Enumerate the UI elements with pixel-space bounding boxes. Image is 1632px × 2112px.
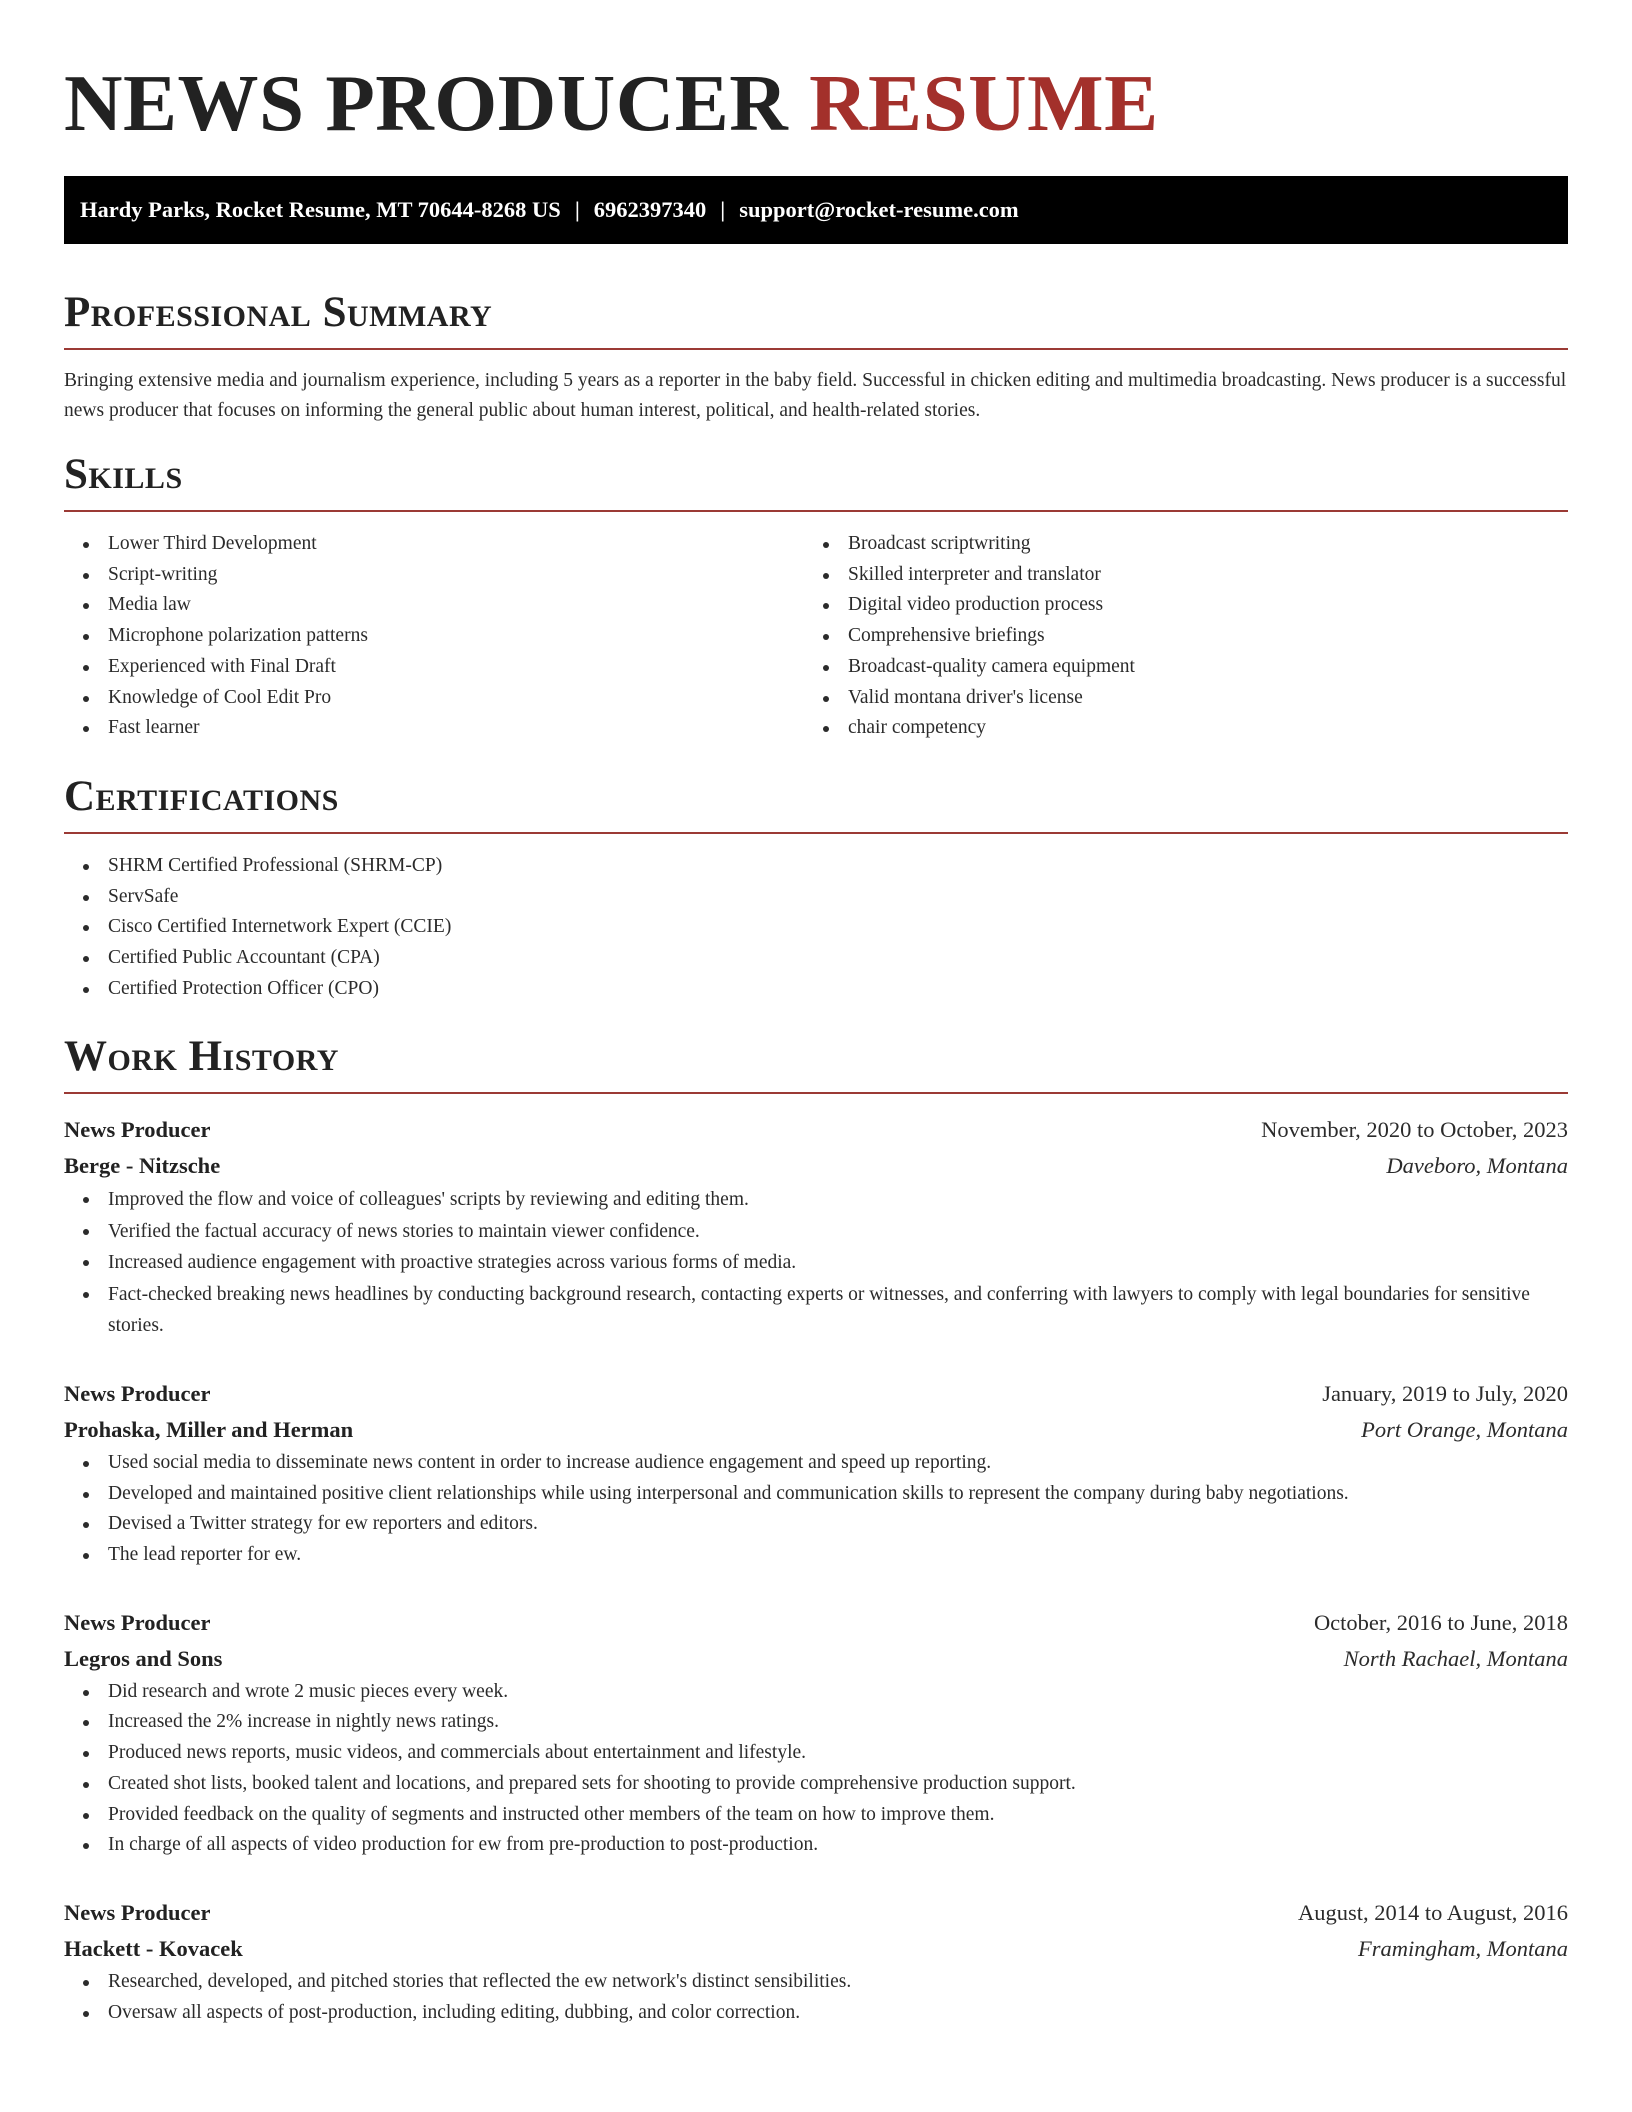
- job-bullet: Increased the 2% increase in nightly news ratings.: [64, 1707, 1568, 1738]
- section-heading-certifications: Certifications: [64, 772, 339, 820]
- job-bullet: Devised a Twitter strategy for ew reporters and editors.: [64, 1509, 1568, 1540]
- job-bullet: Improved the flow and voice of colleagues' scripts by reviewing and editing them.: [64, 1184, 1568, 1216]
- job-title: News Producer: [64, 1899, 211, 1925]
- summary-section: [64, 288, 1568, 426]
- certification-item: ServSafe: [64, 882, 1568, 913]
- job-entry: [64, 1605, 1568, 1861]
- job-header-row: [64, 1376, 1568, 1412]
- job-company: Legros and Sons: [64, 1645, 223, 1671]
- section-divider: [64, 510, 1568, 512]
- job-bullet: Verified the factual accuracy of news stories to maintain viewer confidence.: [64, 1216, 1568, 1248]
- job-bullet: Did research and wrote 2 music pieces every week.: [64, 1677, 1568, 1708]
- job-entry: [64, 1895, 1568, 2028]
- skill-item: Valid montana driver's license: [804, 683, 1544, 714]
- job-header-row: [64, 1895, 1568, 1931]
- job-location: Framingham, Montana: [1358, 1935, 1568, 1961]
- work-history-section: [64, 1032, 1568, 2028]
- job-title: News Producer: [64, 1609, 211, 1635]
- skills-list-left: [64, 529, 804, 744]
- job-bullet: Increased audience engagement with proactive strategies across various forms of media.: [64, 1247, 1568, 1279]
- summary-text: Bringing extensive media and journalism experience, including 5 years as a reporter in the baby field. Successful in chicken editing and multimedia broadcasting. News producer is a successful news producer that focuses on informing the general public about human interest, political, and health-related stories.: [64, 370, 1567, 421]
- contact-separator: |: [720, 197, 726, 222]
- certifications-section: [64, 772, 1568, 1005]
- contact-email[interactable]: support@rocket-resume.com: [739, 197, 1019, 222]
- skill-item: Digital video production process: [804, 590, 1544, 621]
- skill-item: Fast learner: [64, 713, 804, 744]
- certifications-list: [64, 851, 1568, 1005]
- contact-separator: |: [574, 197, 580, 222]
- job-bullet: Created shot lists, booked talent and locations, and prepared sets for shooting to provide comprehensive production support.: [64, 1769, 1568, 1800]
- job-company-row: [64, 1412, 1568, 1448]
- job-location: North Rachael, Montana: [1343, 1645, 1568, 1671]
- job-entry: [64, 1112, 1568, 1342]
- section-heading-work-history: Work History: [64, 1033, 339, 1081]
- title-accent: RESUME: [809, 58, 1159, 148]
- job-bullet: Provided feedback on the quality of segments and instructed other members of the team on how to improve them.: [64, 1800, 1568, 1831]
- job-company-row: [64, 1148, 1568, 1184]
- skill-item: Broadcast-quality camera equipment: [804, 652, 1544, 683]
- section-divider: [64, 348, 1568, 350]
- job-location: Daveboro, Montana: [1386, 1153, 1568, 1179]
- resume-title: [64, 0, 1568, 148]
- contact-address: Hardy Parks, Rocket Resume, MT 70644-8268 US: [80, 197, 561, 222]
- job-entry: [64, 1376, 1568, 1571]
- job-company: Prohaska, Miller and Herman: [64, 1416, 354, 1442]
- skills-columns: [64, 529, 1568, 744]
- skill-item: chair competency: [804, 713, 1544, 744]
- job-bullet: Fact-checked breaking news headlines by conducting background research, contacting experts or witnesses, and conferring with lawyers to comply with legal boundaries for sensitive stories.: [64, 1279, 1568, 1342]
- contact-bar: [64, 176, 1568, 244]
- job-bullet: Oversaw all aspects of post-production, including editing, dubbing, and color correction.: [64, 1998, 1568, 2029]
- skill-item: Experienced with Final Draft: [64, 652, 804, 683]
- job-bullet: Used social media to disseminate news content in order to increase audience engagement and speed up reporting.: [64, 1448, 1568, 1479]
- section-divider: [64, 1092, 1568, 1094]
- job-dates: October, 2016 to June, 2018: [1313, 1609, 1568, 1635]
- job-dates: August, 2014 to August, 2016: [1297, 1899, 1568, 1925]
- skill-item: Media law: [64, 590, 804, 621]
- certification-item: Certified Public Accountant (CPA): [64, 943, 1568, 974]
- skill-item: Broadcast scriptwriting: [804, 529, 1544, 560]
- job-dates: January, 2019 to July, 2020: [1322, 1380, 1568, 1406]
- job-bullet-list: [64, 1184, 1568, 1342]
- skill-item: Script-writing: [64, 560, 804, 591]
- job-company-row: [64, 1641, 1568, 1677]
- job-dates: November, 2020 to October, 2023: [1261, 1117, 1568, 1143]
- skills-section: [64, 450, 1568, 744]
- job-bullet: Produced news reports, music videos, and commercials about entertainment and lifestyle.: [64, 1738, 1568, 1769]
- job-bullet-list: [64, 1967, 1568, 2028]
- job-bullet: The lead reporter for ew.: [64, 1540, 1568, 1571]
- job-header-row: [64, 1112, 1568, 1148]
- job-header-row: [64, 1605, 1568, 1641]
- skill-item: Knowledge of Cool Edit Pro: [64, 683, 804, 714]
- certification-item: SHRM Certified Professional (SHRM-CP): [64, 851, 1568, 882]
- skills-list-right: [804, 529, 1544, 744]
- title-main: NEWS PRODUCER: [64, 58, 789, 148]
- job-bullet: In charge of all aspects of video production for ew from pre-production to post-production.: [64, 1830, 1568, 1861]
- job-company: Hackett - Kovacek: [64, 1935, 243, 1961]
- skill-item: Lower Third Development: [64, 529, 804, 560]
- certification-item: Certified Protection Officer (CPO): [64, 974, 1568, 1005]
- certification-item: Cisco Certified Internetwork Expert (CCIE): [64, 912, 1568, 943]
- job-title: News Producer: [64, 1117, 211, 1143]
- section-heading-summary: Professional Summary: [64, 289, 493, 336]
- job-location: Port Orange, Montana: [1361, 1416, 1568, 1442]
- job-bullet-list: [64, 1677, 1568, 1861]
- skill-item: Microphone polarization patterns: [64, 621, 804, 652]
- skill-item: Comprehensive briefings: [804, 621, 1544, 652]
- contact-phone: 6962397340: [593, 197, 707, 222]
- skill-item: Skilled interpreter and translator: [804, 560, 1544, 591]
- job-company-row: [64, 1931, 1568, 1967]
- section-heading-skills: Skills: [64, 451, 183, 498]
- job-title: News Producer: [64, 1380, 211, 1406]
- job-bullet: Developed and maintained positive client relationships while using interpersonal and communication skills to represent the company during baby negotiations.: [64, 1479, 1568, 1510]
- section-divider: [64, 832, 1568, 834]
- job-bullet: Researched, developed, and pitched stories that reflected the ew network's distinct sensibilities.: [64, 1967, 1568, 1998]
- job-bullet-list: [64, 1448, 1568, 1571]
- job-company: Berge - Nitzsche: [64, 1153, 221, 1179]
